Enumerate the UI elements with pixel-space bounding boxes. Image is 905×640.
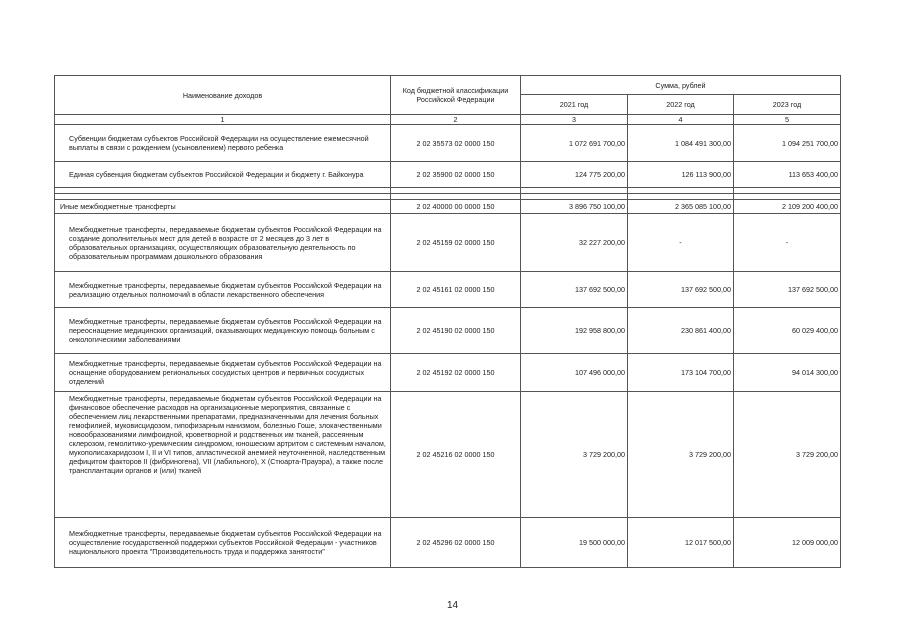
- column-number: 1: [55, 115, 391, 125]
- header-name: Наименование доходов: [55, 76, 391, 115]
- row-2022: 137 692 500,00: [628, 272, 734, 308]
- column-number: 4: [628, 115, 734, 125]
- row-2021: 3 896 750 100,00: [521, 200, 628, 214]
- table-row: [55, 354, 841, 392]
- row-2023: 60 029 400,00: [734, 308, 841, 354]
- row-2023: 94 014 300,00: [734, 354, 841, 392]
- column-number: 5: [734, 115, 841, 125]
- row-code: 2 02 45192 02 0000 150: [391, 354, 521, 392]
- table-row: [55, 125, 841, 162]
- column-number: 3: [521, 115, 628, 125]
- row-2021: 137 692 500,00: [521, 272, 628, 308]
- row-name: Межбюджетные трансферты, передаваемые бюджетам субъектов Российской Федерации на переоснащение медицинских организаций, оказывающих медицинскую помощь больным с онкологическими заболеваниями: [55, 308, 391, 354]
- row-2021: 32 227 200,00: [521, 214, 628, 272]
- row-2022: 12 017 500,00: [628, 518, 734, 568]
- row-name: Единая субвенция бюджетам субъектов Российской Федерации и бюджету г. Байконура: [55, 162, 391, 188]
- row-code: 2 02 45190 02 0000 150: [391, 308, 521, 354]
- row-2023: 113 653 400,00: [734, 162, 841, 188]
- row-2023: 2 109 200 400,00: [734, 200, 841, 214]
- header-2021: 2021 год: [521, 95, 628, 115]
- header-2023: 2023 год: [734, 95, 841, 115]
- row-2022: 230 861 400,00: [628, 308, 734, 354]
- table-row: [55, 162, 841, 188]
- row-code: 2 02 35900 02 0000 150: [391, 162, 521, 188]
- row-code: 2 02 40000 00 0000 150: [391, 200, 521, 214]
- row-2023: 12 009 000,00: [734, 518, 841, 568]
- row-name: Межбюджетные трансферты, передаваемые бюджетам субъектов Российской Федерации на реализацию отдельных полномочий в области лекарственного обеспечения: [55, 272, 391, 308]
- table-row: [55, 392, 841, 518]
- row-name: Межбюджетные трансферты, передаваемые бюджетам субъектов Российской Федерации на осуществление государственной поддержки субъектов Российской Федерации - участников национального проекта "Производительность труда и поддержка занятости": [55, 518, 391, 568]
- row-2021: 1 072 691 700,00: [521, 125, 628, 162]
- row-name: Межбюджетные трансферты, передаваемые бюджетам субъектов Российской Федерации на создание дополнительных мест для детей в возрасте от 2 месяцев до 3 лет в образовательных организациях, осуществляющих образовательную деятельность по образовательным программам дошкольного образования: [55, 214, 391, 272]
- revenue-table: [54, 75, 841, 568]
- row-2021: 107 496 000,00: [521, 354, 628, 392]
- row-code: 2 02 35573 02 0000 150: [391, 125, 521, 162]
- table-row: [55, 214, 841, 272]
- row-name: Межбюджетные трансферты, передаваемые бюджетам субъектов Российской Федерации на оснащение оборудованием региональных сосудистых центров и первичных сосудистых отделений: [55, 354, 391, 392]
- header-2022: 2022 год: [628, 95, 734, 115]
- table-row: [55, 518, 841, 568]
- column-number-row: [55, 115, 841, 125]
- page-number: 14: [446, 600, 459, 611]
- row-2022: 2 365 085 100,00: [628, 200, 734, 214]
- row-code: 2 02 45296 02 0000 150: [391, 518, 521, 568]
- row-code: 2 02 45159 02 0000 150: [391, 214, 521, 272]
- row-2021: 192 958 800,00: [521, 308, 628, 354]
- row-2023: 1 094 251 700,00: [734, 125, 841, 162]
- row-2023: 137 692 500,00: [734, 272, 841, 308]
- row-code: 2 02 45216 02 0000 150: [391, 392, 521, 518]
- row-name: Межбюджетные трансферты, передаваемые бюджетам субъектов Российской Федерации на финансовое обеспечение расходов на организационные мероприятия, связанные с обеспечением лиц лекарственными препаратами, предназначенными для лечения больных гемофилией, муковисцидозом, гипофизарным нанизмом, болезнью Гоше, злокачественными новообразованиями лимфоидной, кроветворной и родственных им тканей, рассеянным склерозом, гемолитико-уремическим синдромом, юношеским артритом с системным началом, мукополисахаридозом I, II и VI типов, апластической анемией неуточненной, наследственным дефицитом факторов II (фибриногена), VII (лабильного), X (Стюарта-Прауэра), а также после трансплантации органов и (или) тканей: [55, 392, 391, 518]
- row-2021: 124 775 200,00: [521, 162, 628, 188]
- row-2022: 1 084 491 300,00: [628, 125, 734, 162]
- column-number: 2: [391, 115, 521, 125]
- row-2022: -: [628, 214, 734, 272]
- header-code: Код бюджетной классификации Российской Федерации: [391, 76, 521, 115]
- header-sum: Сумма, рублей: [521, 76, 841, 95]
- row-2023: 3 729 200,00: [734, 392, 841, 518]
- table-row: [55, 272, 841, 308]
- row-code: 2 02 45161 02 0000 150: [391, 272, 521, 308]
- row-name: Иные межбюджетные трансферты: [55, 200, 391, 214]
- row-2021: 19 500 000,00: [521, 518, 628, 568]
- row-2023: -: [734, 214, 841, 272]
- row-2021: 3 729 200,00: [521, 392, 628, 518]
- row-2022: 173 104 700,00: [628, 354, 734, 392]
- table-row: [55, 308, 841, 354]
- row-name: Субвенции бюджетам субъектов Российской Федерации на осуществление ежемесячной выплаты в связи с рождением (усыновлением) первого ребенка: [55, 125, 391, 162]
- table-row: [55, 200, 841, 214]
- row-2022: 3 729 200,00: [628, 392, 734, 518]
- row-2022: 126 113 900,00: [628, 162, 734, 188]
